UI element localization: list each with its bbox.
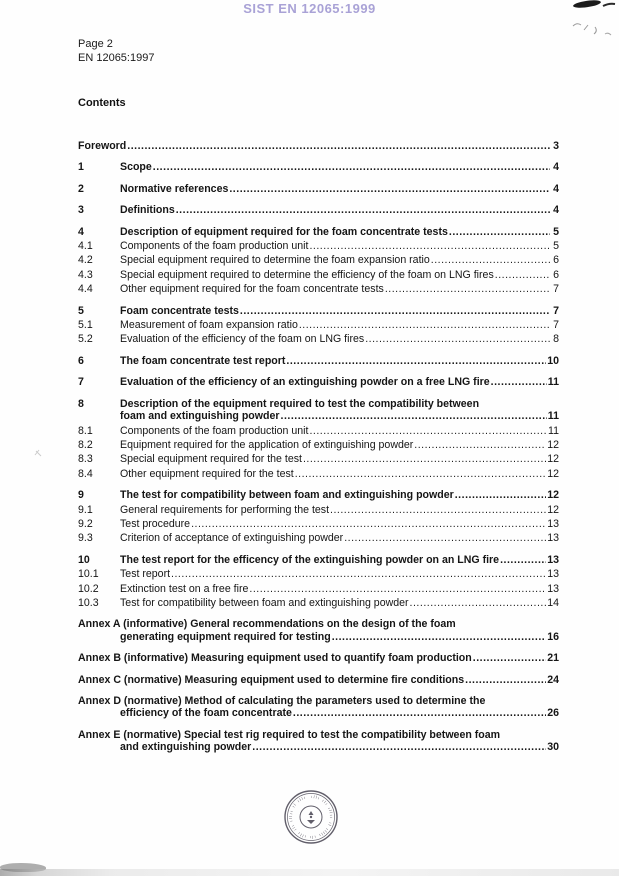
toc-line — [78, 254, 559, 266]
toc-number: 9.3 — [78, 532, 93, 545]
toc-entry — [78, 652, 559, 664]
toc-number: 9 — [78, 489, 84, 502]
toc-line — [78, 568, 559, 580]
dot-leader — [500, 554, 546, 566]
toc-entry — [78, 568, 559, 580]
svg-text:ıllı ılı ıllıı ıl ılllı ılı ıl: ıllı ılı ıllıı ıl ılllı ılı ıllı ılı ıllıı ıl ıllı — [287, 793, 335, 841]
dot-leader — [495, 269, 550, 281]
toc-title: Special equipment required to determine the foam expansion ratio — [120, 254, 430, 267]
toc-line — [78, 674, 559, 686]
toc-number: 4 — [78, 225, 84, 238]
toc-entry — [78, 240, 559, 252]
toc-page-number: 13 — [547, 582, 559, 595]
toc-line — [78, 376, 559, 388]
toc-title: Components of the foam production unit — [120, 424, 309, 437]
toc-number: 9.2 — [78, 517, 93, 530]
contents-heading: Contents — [78, 97, 126, 109]
toc-title: generating equipment required for testing — [120, 630, 331, 643]
toc-number: 4.3 — [78, 268, 93, 281]
toc-title: Test report — [120, 568, 171, 581]
dot-leader — [449, 226, 550, 238]
toc-page-number: 30 — [547, 741, 559, 754]
toc-title: Components of the foam production unit — [120, 240, 309, 253]
toc-number: 5.1 — [78, 319, 93, 332]
toc-line — [78, 269, 559, 281]
toc-line — [78, 140, 559, 152]
toc-number: 10 — [78, 553, 90, 566]
toc-line — [78, 707, 559, 719]
toc-entry — [78, 161, 559, 173]
dot-leader — [127, 140, 550, 152]
toc-page-number: 12 — [547, 489, 559, 502]
toc-entry — [78, 204, 559, 216]
toc-line — [78, 240, 559, 252]
dot-leader — [330, 504, 546, 516]
toc-line — [78, 532, 559, 544]
toc-title: Normative references — [120, 182, 229, 195]
toc-title: Scope — [120, 161, 152, 174]
dot-leader — [281, 410, 547, 422]
toc-entry — [78, 254, 559, 266]
toc-page-number: 26 — [547, 707, 559, 720]
dot-leader — [153, 161, 550, 173]
toc-line — [78, 283, 559, 295]
dot-leader — [286, 355, 546, 367]
toc-entry — [78, 183, 559, 195]
toc-entry — [78, 583, 559, 595]
dot-leader — [414, 439, 546, 451]
dot-leader — [299, 319, 550, 331]
toc-title: Criterion of acceptance of extinguishing powder — [120, 532, 344, 545]
toc-page-number: 16 — [547, 630, 559, 643]
toc-line — [78, 425, 559, 437]
toc-page-number: 8 — [553, 333, 559, 346]
toc-title: Special equipment required for the test — [120, 453, 302, 466]
toc-page-number: 6 — [553, 268, 559, 281]
toc-entry — [78, 333, 559, 345]
toc-page-number: 12 — [547, 467, 559, 480]
toc-number: 2 — [78, 182, 84, 195]
dot-leader — [473, 652, 546, 664]
toc-title: foam and extinguishing powder — [120, 410, 280, 423]
toc-entry — [78, 376, 559, 388]
toc-line — [78, 305, 559, 317]
toc-page-number: 13 — [547, 568, 559, 581]
dot-leader — [249, 583, 546, 595]
dot-leader — [465, 674, 546, 686]
toc-line — [78, 583, 559, 595]
toc-page-number: 11 — [547, 376, 559, 389]
toc-title: and extinguishing powder — [120, 741, 252, 754]
toc-line — [78, 631, 559, 643]
table-of-contents — [78, 131, 559, 754]
toc-title: Special equipment required to determine the efficiency of the foam on LNG fires — [120, 268, 494, 281]
toc-number: 7 — [78, 376, 84, 389]
toc-page-number: 4 — [553, 204, 559, 217]
toc-line — [78, 489, 559, 501]
dot-leader — [295, 468, 546, 480]
toc-line — [78, 741, 559, 753]
toc-number: 8.1 — [78, 424, 93, 437]
toc-entry — [78, 283, 559, 295]
dot-leader — [455, 489, 546, 501]
stamp-seal-icon — [281, 787, 341, 847]
dot-leader — [229, 183, 550, 195]
toc-title: The foam concentrate test report — [120, 354, 286, 367]
toc-page-number: 21 — [547, 652, 559, 665]
toc-title: The test for compatibility between foam and extinguishing powder — [120, 489, 454, 502]
toc-number: 1 — [78, 161, 84, 174]
toc-title: Definitions — [120, 204, 175, 217]
toc-title: efficiency of the foam concentrate — [120, 707, 292, 720]
toc-line — [78, 652, 559, 664]
dot-leader — [365, 333, 550, 345]
toc-title: Annex D (normative) Method of calculating the parameters used to determine the — [78, 695, 486, 707]
toc-line — [78, 204, 559, 216]
dot-leader — [309, 425, 547, 437]
toc-line — [78, 355, 559, 367]
toc-title: Annex A (informative) General recommendations on the design of the foam — [78, 618, 456, 631]
toc-entry — [78, 674, 559, 686]
toc-page-number: 13 — [547, 517, 559, 530]
toc-title: Equipment required for the application of extinguishing powder — [120, 438, 414, 451]
toc-title: Extinction test on a free fire — [120, 582, 249, 595]
toc-page-number: 4 — [553, 161, 559, 174]
toc-page-number: 13 — [547, 553, 559, 566]
toc-entry — [78, 226, 559, 238]
toc-title: Annex C (normative) Measuring equipment used to determine fire conditions — [78, 673, 465, 686]
toc-title: The test report for the efficency of the extinguishing powder on an LNG fire — [120, 553, 500, 566]
dot-leader — [309, 240, 550, 252]
toc-title: Description of equipment required for the foam concentrate tests — [120, 225, 448, 238]
toc-entry — [78, 618, 559, 643]
toc-number: 4.2 — [78, 254, 93, 267]
toc-line — [78, 729, 559, 741]
toc-line — [78, 468, 559, 480]
toc-entry — [78, 269, 559, 281]
dot-leader — [385, 283, 550, 295]
toc-page-number: 7 — [553, 319, 559, 332]
page-header — [78, 37, 154, 65]
toc-number: 8.4 — [78, 467, 93, 480]
toc-title: Other equipment required for the foam concentrate tests — [120, 283, 384, 296]
dot-leader — [240, 305, 550, 317]
toc-page-number: 11 — [548, 424, 559, 437]
dot-leader — [293, 707, 546, 719]
toc-title: Test for compatibility between foam and extinguishing powder — [120, 596, 409, 609]
dot-leader — [252, 741, 546, 753]
toc-entry — [78, 729, 559, 754]
dot-leader — [191, 518, 546, 530]
dot-leader — [410, 597, 547, 609]
toc-entry — [78, 453, 559, 465]
toc-line — [78, 518, 559, 530]
margin-pencil-tick-icon — [34, 448, 44, 458]
toc-page-number: 12 — [547, 453, 559, 466]
toc-entry — [78, 425, 559, 437]
toc-number: 8.2 — [78, 438, 93, 451]
toc-number: 5 — [78, 304, 84, 317]
toc-page-number: 6 — [553, 254, 559, 267]
toc-page-number: 12 — [547, 438, 559, 451]
toc-number: 6 — [78, 354, 84, 367]
toc-line — [78, 398, 559, 410]
toc-line — [78, 695, 559, 707]
toc-page-number: 7 — [553, 304, 559, 317]
toc-line — [78, 319, 559, 331]
toc-page-number: 11 — [547, 410, 559, 423]
toc-page-number: 13 — [547, 532, 559, 545]
toc-number: 8 — [78, 397, 84, 410]
toc-title: Annex B (informative) Measuring equipment used to quantify foam production — [78, 652, 472, 665]
toc-title: Test procedure — [120, 517, 191, 530]
toc-number: 10.2 — [78, 582, 99, 595]
dot-leader — [171, 568, 546, 580]
toc-line — [78, 504, 559, 516]
dot-leader — [176, 204, 550, 216]
toc-title: Measurement of foam expansion ratio — [120, 319, 298, 332]
toc-title: General requirements for performing the test — [120, 503, 330, 516]
dot-leader — [303, 453, 546, 465]
toc-line — [78, 226, 559, 238]
toc-page-number: 5 — [553, 240, 559, 253]
toc-title: Annex E (normative) Special test rig required to test the compatibility between foam — [78, 728, 501, 741]
dot-leader — [344, 532, 546, 544]
toc-line — [78, 161, 559, 173]
toc-title: Other equipment required for the test — [120, 467, 294, 480]
toc-title: Evaluation of the efficiency of an extinguishing powder on a free LNG fire — [120, 376, 490, 389]
toc-page-number: 14 — [547, 596, 559, 609]
toc-page-number: 12 — [547, 503, 559, 516]
pencil-marks-icon — [529, 0, 619, 48]
standard-reference: EN 12065:1997 — [78, 52, 155, 64]
toc-line — [78, 597, 559, 609]
toc-entry — [78, 398, 559, 423]
toc-entry — [78, 489, 559, 501]
scan-edge-artifact — [0, 869, 619, 876]
toc-line — [78, 453, 559, 465]
toc-line — [78, 554, 559, 566]
toc-title: Foam concentrate tests — [120, 304, 239, 317]
toc-page-number: 4 — [553, 182, 559, 195]
dot-leader — [332, 631, 546, 643]
toc-number: 3 — [78, 204, 84, 217]
toc-entry — [78, 695, 559, 720]
toc-page-number: 7 — [553, 283, 559, 296]
toc-entry — [78, 554, 559, 566]
toc-title: Evaluation of the efficiency of the foam on LNG fires — [120, 333, 365, 346]
toc-number: 4.1 — [78, 240, 93, 253]
dot-leader — [491, 376, 547, 388]
toc-line — [78, 618, 559, 630]
toc-number: 10.1 — [78, 568, 99, 581]
toc-entry — [78, 468, 559, 480]
toc-entry — [78, 439, 559, 451]
toc-number: 8.3 — [78, 453, 93, 466]
toc-page-number: 5 — [553, 225, 559, 238]
watermark-text: SIST EN 12065:1999 — [243, 1, 376, 16]
toc-line — [78, 333, 559, 345]
toc-number: 5.2 — [78, 333, 93, 346]
toc-number: 4.4 — [78, 283, 93, 296]
toc-page-number: 24 — [547, 673, 559, 686]
toc-entry — [78, 597, 559, 609]
toc-number: 10.3 — [78, 596, 99, 609]
toc-number: 9.1 — [78, 503, 93, 516]
toc-title: Description of the equipment required to test the compatibility between — [120, 397, 480, 410]
toc-page-number: 3 — [553, 140, 559, 152]
toc-page-number: 10 — [547, 354, 559, 367]
toc-line — [78, 183, 559, 195]
toc-entry — [78, 504, 559, 516]
toc-entry — [78, 305, 559, 317]
toc-line — [78, 410, 559, 422]
toc-entry — [78, 319, 559, 331]
toc-title: Foreword — [78, 140, 127, 152]
dot-leader — [431, 254, 550, 266]
toc-entry — [78, 518, 559, 530]
toc-entry — [78, 140, 559, 152]
toc-line — [78, 439, 559, 451]
page-number-label: Page 2 — [78, 38, 113, 50]
toc-entry — [78, 532, 559, 544]
toc-entry — [78, 355, 559, 367]
